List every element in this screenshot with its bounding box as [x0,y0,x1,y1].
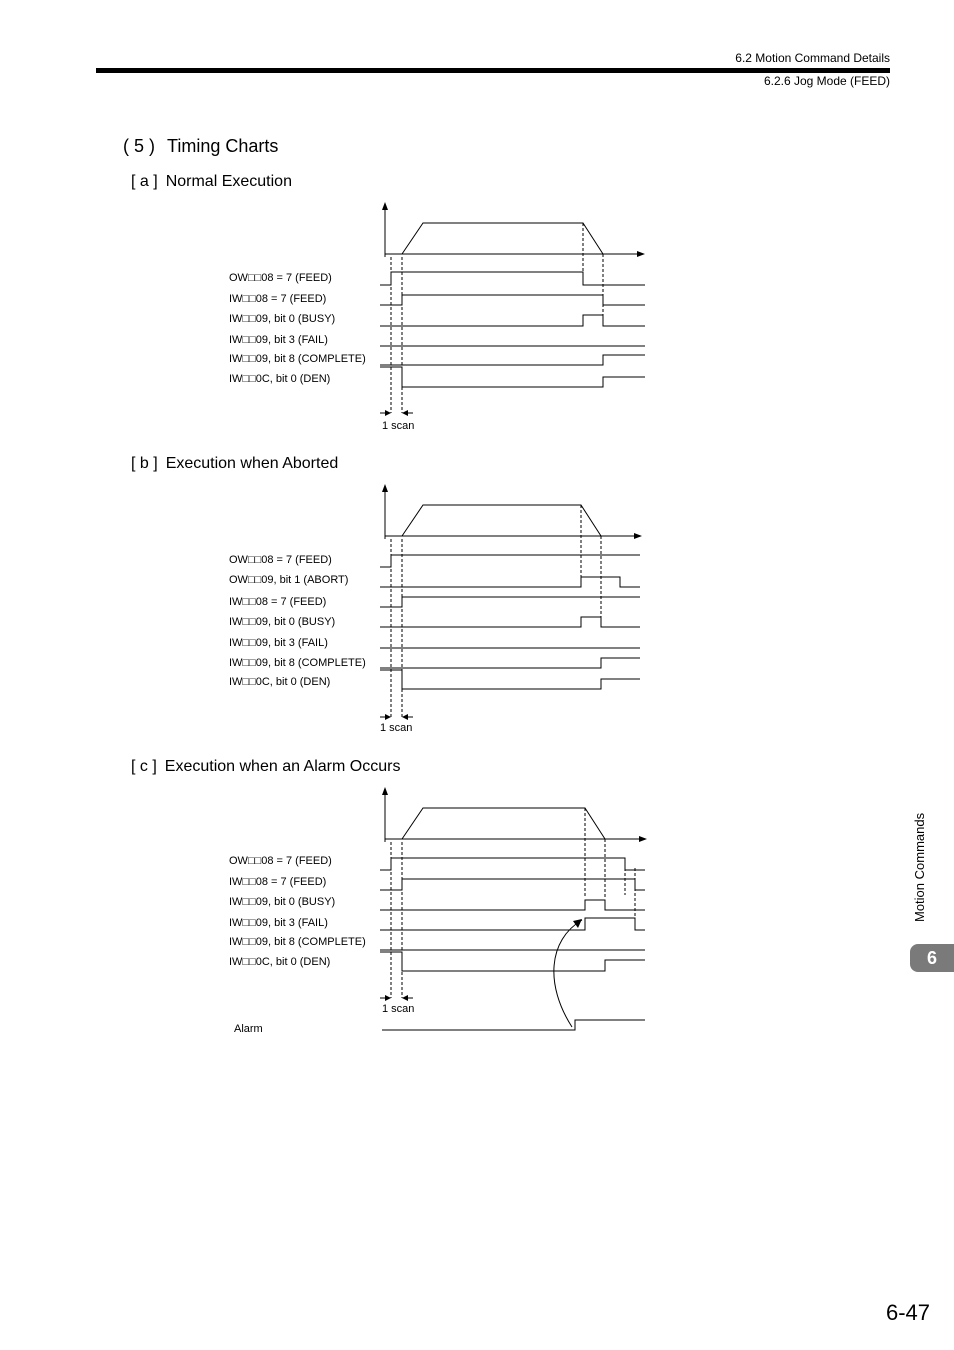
chart-b-signal-label: IW□□09, bit 3 (FAIL) [229,637,328,649]
page-number: 6-47 [885,1300,930,1325]
chart-c-signal-label: IW□□09, bit 3 (FAIL) [229,917,328,929]
chart-b-signal-label: IW□□09, bit 8 (COMPLETE) [229,657,366,669]
chart-a-signal-label: IW□□0C, bit 0 (DEN) [229,373,331,385]
chart-c-signal-label: IW□□09, bit 0 (BUSY) [229,896,336,908]
chapter-tab [910,944,954,972]
chart-c-signal-label: OW□□08 = 7 (FEED) [229,855,332,867]
chart-c-scan-label: 1 scan [382,1003,415,1015]
header-rule [96,68,890,73]
chart-a-signal-label: IW□□09, bit 0 (BUSY) [229,313,336,325]
chart-a-heading [131,173,292,191]
chart-a-tag: [ a ] [131,173,158,190]
timing-chart-alarm [0,780,954,1045]
chart-a-signal-label: IW□□09, bit 3 (FAIL) [229,334,328,346]
timing-chart-aborted [0,477,954,742]
chart-a-scan-label: 1 scan [382,420,415,432]
section-number: ( 5 ) [123,136,156,156]
side-tab-label: Motion Commands [912,812,927,922]
chart-b-signal-label: OW□□09, bit 1 (ABORT) [229,574,349,586]
chart-a-signal-label: OW□□08 = 7 (FEED) [229,272,332,284]
section-title: Timing Charts [167,136,279,156]
chart-b-signal-label: IW□□08 = 7 (FEED) [229,596,327,608]
chart-b-title: Execution when Aborted [165,455,339,472]
chart-a-signal-label: IW□□08 = 7 (FEED) [229,293,327,305]
chart-b-signal-label: IW□□09, bit 0 (BUSY) [229,616,336,628]
header-subsection: 6.2.6 Jog Mode (FEED) [763,74,890,88]
header-section: 6.2 Motion Command Details [735,51,890,65]
chart-a-signal-label: IW□□09, bit 8 (COMPLETE) [229,353,366,365]
chart-c-heading [131,758,400,776]
chart-b-tag: [ b ] [131,455,158,472]
timing-chart-normal [0,195,954,440]
chart-c-signal-label: IW□□09, bit 8 (COMPLETE) [229,936,366,948]
chart-c-title: Execution when an Alarm Occurs [164,758,401,775]
chart-b-signal-label: IW□□0C, bit 0 (DEN) [229,676,331,688]
chart-c-tag: [ c ] [131,758,157,775]
chart-b-heading [131,455,338,473]
chart-c-signal-label: IW□□08 = 7 (FEED) [229,876,327,888]
chart-a-title: Normal Execution [165,173,292,190]
chapter-number: 6 [926,947,937,968]
chart-b-signal-label: OW□□08 = 7 (FEED) [229,554,332,566]
chart-c-signal-label: IW□□0C, bit 0 (DEN) [229,956,331,968]
section-heading [123,136,278,157]
chart-c-alarm-label: Alarm [234,1023,263,1035]
chart-b-scan-label: 1 scan [380,722,413,734]
